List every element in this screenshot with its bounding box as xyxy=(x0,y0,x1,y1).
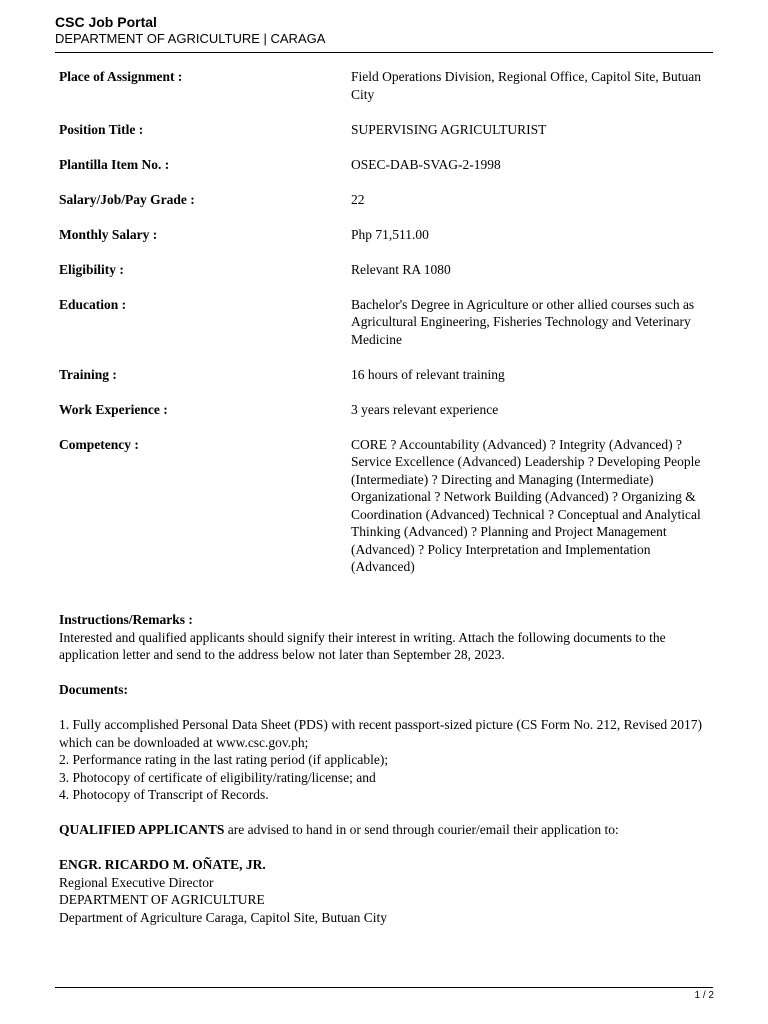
field-row xyxy=(59,366,714,384)
contact-name: ENGR. RICARDO M. OÑATE, JR. xyxy=(59,857,266,872)
header-divider xyxy=(55,52,713,53)
contact-department: DEPARTMENT OF AGRICULTURE xyxy=(59,892,265,907)
document-item: 3. Photocopy of certificate of eligibility/rating/license; and xyxy=(59,769,376,785)
field-label-place: Place of Assignment : xyxy=(59,69,183,84)
field-row xyxy=(59,156,714,174)
contact-title: Regional Executive Director xyxy=(59,874,214,890)
field-value-position: SUPERVISING AGRICULTURIST xyxy=(351,121,547,137)
field-value-monthly-salary: Php 71,511.00 xyxy=(351,226,429,242)
field-label-position: Position Title : xyxy=(59,121,144,137)
field-row xyxy=(59,436,714,576)
field-label-training: Training : xyxy=(59,366,117,382)
field-row xyxy=(59,261,714,279)
document-item: 2. Performance rating in the last rating period (if applicable); xyxy=(59,752,389,767)
field-label-salary-grade: Salary/Job/Pay Grade : xyxy=(59,191,195,207)
job-details xyxy=(59,68,714,593)
field-row xyxy=(59,226,714,244)
field-label-plantilla: Plantilla Item No. : xyxy=(59,156,170,172)
field-value-place: Field Operations Division, Regional Office, Capitol Site, Butuan City xyxy=(351,69,701,102)
field-value-competency: CORE ? Accountability (Advanced) ? Integrity (Advanced) ? Service Excellence (Advanced) Leadership ? Developing People (Intermediate) ? Directing and Managing (Intermediate) Organizational ? Network Building (Advanced) ? Organizing & Coordination (Advanced) Technical ? Conceptual and Analytical Thinking (Advanced) ? Planning and Project Management (Advanced) ? Policy Interpretation and Implementation (Advanced) xyxy=(351,436,701,574)
field-value-training: 16 hours of relevant training xyxy=(351,366,505,382)
page-number: 1 / 2 xyxy=(694,990,714,1001)
field-label-work-experience: Work Experience : xyxy=(59,401,168,417)
instructions-heading: Instructions/Remarks : xyxy=(59,612,193,627)
field-value-work-experience: 3 years relevant experience xyxy=(351,401,499,417)
field-row xyxy=(59,121,714,139)
field-value-eligibility: Relevant RA 1080 xyxy=(351,261,451,277)
page-header xyxy=(55,14,713,47)
instructions-text: Interested and qualified applicants should signify their interest in writing. Attach the following documents to the application letter and send to the address below not later than September 28, 2023. xyxy=(59,629,666,662)
field-row xyxy=(59,68,714,103)
qualified-applicants-text: are advised to hand in or send through courier/email their application to: xyxy=(224,822,619,837)
field-value-education: Bachelor's Degree in Agriculture or other allied courses such as Agricultural Engineering, Fisheries Technology and Veterinary Medicine xyxy=(351,296,695,347)
department-line: DEPARTMENT OF AGRICULTURE | CARAGA xyxy=(55,31,326,46)
documents-heading: Documents: xyxy=(59,682,128,697)
footer-divider xyxy=(55,987,713,988)
field-label-monthly-salary: Monthly Salary : xyxy=(59,226,158,242)
field-value-plantilla: OSEC-DAB-SVAG-2-1998 xyxy=(351,156,501,172)
contact-block xyxy=(59,856,709,926)
field-row xyxy=(59,296,714,349)
qualified-applicants-note xyxy=(59,821,709,839)
document-item: 4. Photocopy of Transcript of Records. xyxy=(59,787,269,802)
field-row xyxy=(59,401,714,419)
field-label-competency: Competency : xyxy=(59,436,139,452)
portal-title: CSC Job Portal xyxy=(55,14,157,30)
document-item: 1. Fully accomplished Personal Data Sheet (PDS) with recent passport-sized picture (CS Form No. 212, Revised 2017) which can be downloaded at www.csc.gov.ph; xyxy=(59,717,703,750)
field-value-salary-grade: 22 xyxy=(351,191,365,207)
field-label-eligibility: Eligibility : xyxy=(59,261,124,277)
field-row xyxy=(59,191,714,209)
field-label-education: Education : xyxy=(59,296,127,312)
qualified-applicants-label: QUALIFIED APPLICANTS xyxy=(59,822,225,837)
instructions-section xyxy=(59,611,709,664)
contact-address: Department of Agriculture Caraga, Capitol Site, Butuan City xyxy=(59,909,388,925)
documents-section xyxy=(59,681,709,804)
